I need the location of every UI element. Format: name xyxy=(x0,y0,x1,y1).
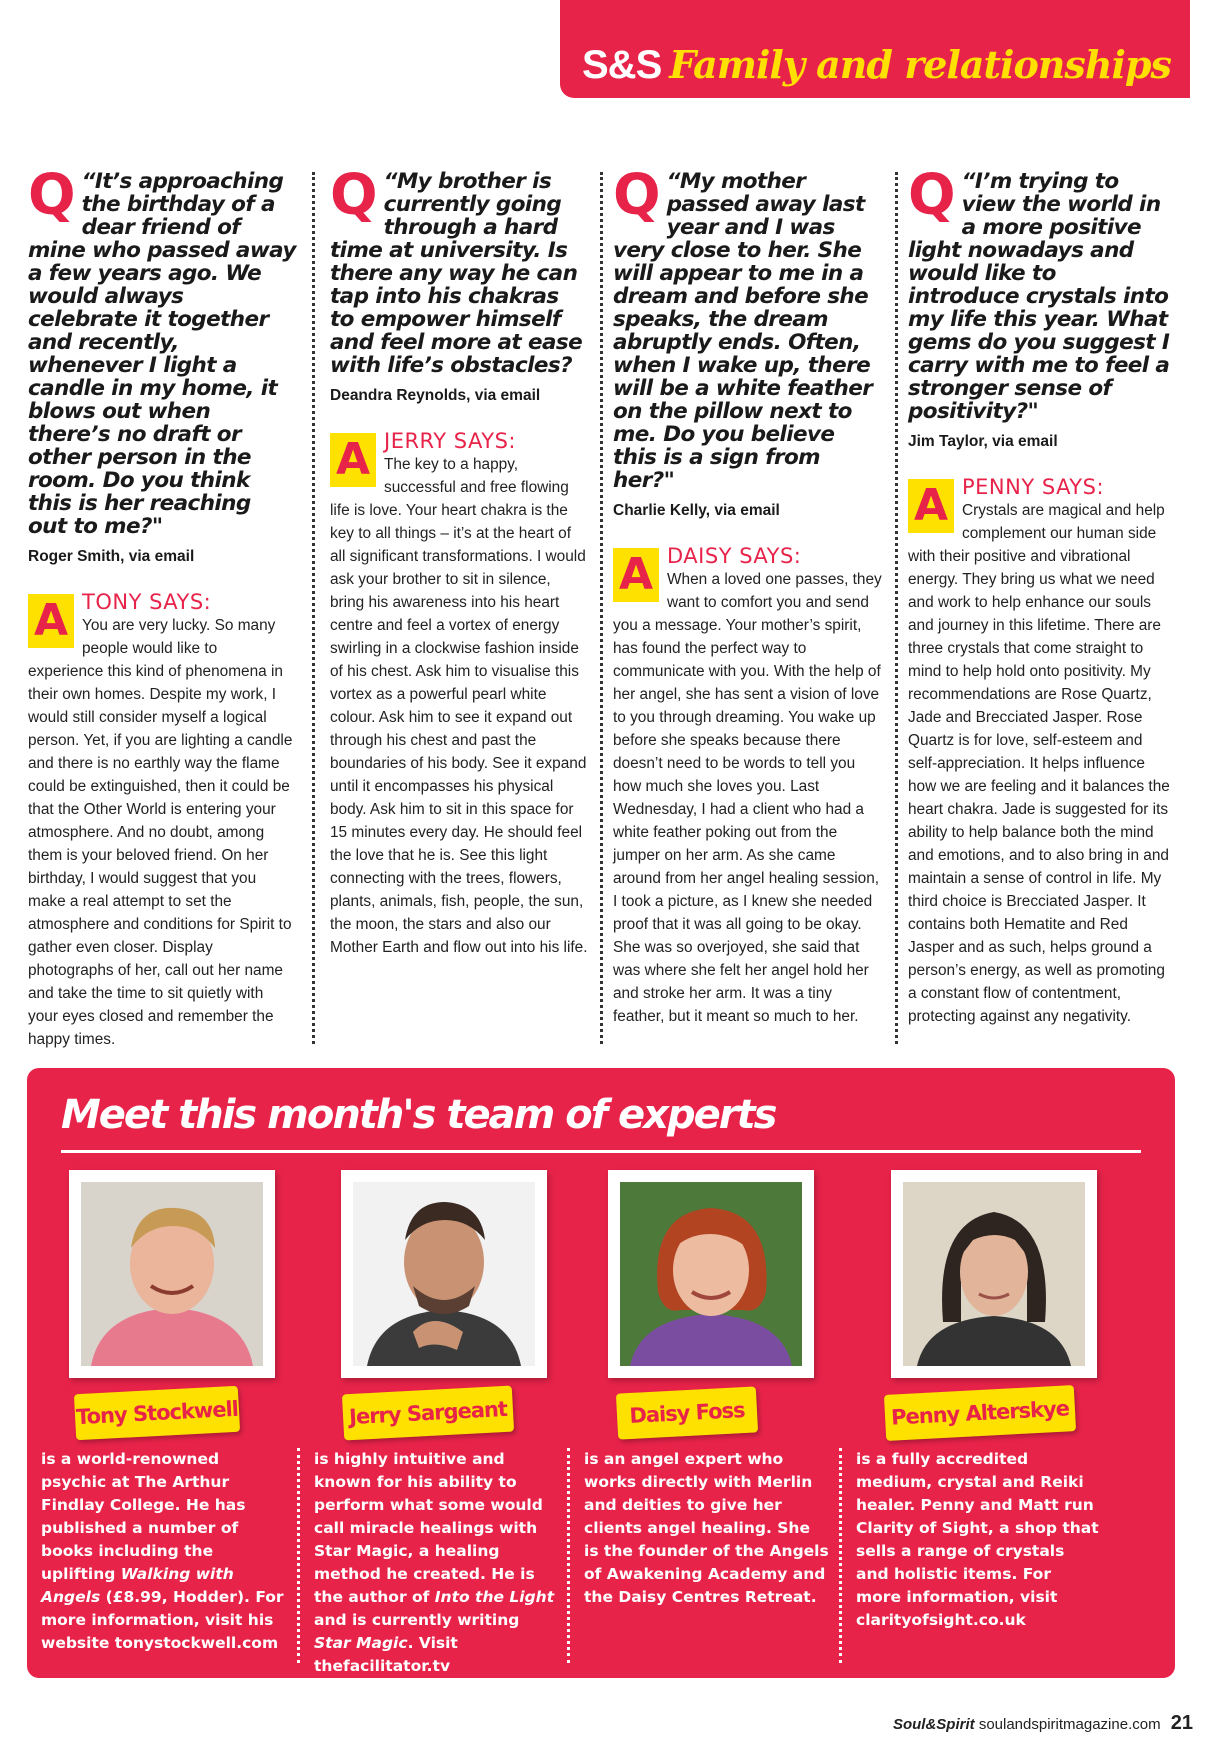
question-marker-icon: Q xyxy=(613,163,661,228)
answer-marker-icon: A xyxy=(28,594,74,648)
expert-bio: is a world-renowned psychic at The Arthur Findlay College. He has published a number of books including the uplifting Walking with Angels (£8.99, Hodder). For more information, visit his website tonystockwell.com xyxy=(41,1450,284,1652)
answer-marker-icon: A xyxy=(330,433,376,487)
answer-marker-icon: A xyxy=(908,479,954,533)
expert-name-tag: Tony Stockwell xyxy=(74,1386,240,1441)
expert-photo-penny xyxy=(891,1170,1097,1378)
answer-text: The key to a happy, successful and free flowing life is love. Your heart chakra is the key to all things – it’s at the heart of all significant transformations. I would ask your brother to sit in silence, bring his awareness into his heart centre and feel a vortex of energy swirling in a clockwise fashion inside of his chest. Ask him to visualise this vortex as a powerful pearl white colour. Ask him to see it expand out through his chest and past the boundaries of his body. See it expand until it encompasses his physical body. Ask him to sit in this space for 15 minutes every day. He should feel the love that he is. See this light connecting with the trees, flowers, plants, animals, fish, people, the sun, the moon, the stars and also our Mother Earth and flow out into his life. xyxy=(330,456,588,956)
answer-text: You are very lucky. So many people would like to experience this kind of phenomena in their own homes. Despite my work, I would still consider myself a logical person. Yet, if you are lighting a candle and there is no earthly way the flame could be extinguished, then it could be that the Other World is entering your atmosphere. And no doubt, among them is your beloved friend. On her birthday, I would suggest that you make a real attempt to set the atmosphere and conditions for Spirit to gather even closer. Display photographs of her, call out her name and take the time to sit quietly with your eyes closed and remember the happy times. xyxy=(28,617,293,1048)
expert-says-label: PENNY SAYS: xyxy=(962,475,1105,499)
magazine-logo: Soul&Spirit xyxy=(892,1716,975,1733)
page-number: 21 xyxy=(1170,1712,1193,1734)
question-sender: Charlie Kelly, via email xyxy=(613,502,780,519)
question-sender: Roger Smith, via email xyxy=(28,548,195,565)
question-text: “I’m trying to view the world in a more positive light nowadays and would like to introduce crystals into my life this year. What gems do you suggest I carry with me to feel a stronger sense of positivity?" xyxy=(908,169,1170,424)
expert-website-link[interactable]: clarityofsight.co.uk xyxy=(856,1611,1026,1629)
question-text: “It’s approaching the birthday of a dear friend of mine who passed away a few years ago. We would always celebrate it together and recently, whenever I light a candle in my home, it blows out when there’s no draft or other person in the room. Do you think this is her reaching out to me?" xyxy=(28,169,296,539)
column-divider xyxy=(895,172,898,1044)
page-footer xyxy=(893,1712,1193,1735)
expert-website-link[interactable]: tonystockwell.com xyxy=(114,1634,279,1652)
qa-column-penny xyxy=(908,163,1170,1050)
expert-bio: is highly intuitive and known for his ability to perform what some would call miracle healings with Star Magic, a healing method he created. He is the author of Into the Light and is currently writing Star Magic. Visit thefacilitator.tv xyxy=(297,1448,559,1663)
question-sender: Jim Taylor, via email xyxy=(908,433,1058,450)
section-header xyxy=(560,0,1190,98)
expert-bio: is an angel expert who works directly with Merlin and deities to give her clients angel healing. She is the founder of the Angels of Awakening Academy and the Daisy Centres Retreat. xyxy=(567,1448,829,1663)
magazine-url: soulandspiritmagazine.com xyxy=(978,1716,1161,1733)
expert-photo-jerry xyxy=(341,1170,547,1378)
column-divider xyxy=(312,172,315,1044)
question-marker-icon: Q xyxy=(908,163,956,228)
expert-website-link[interactable]: thefacilitator.tv xyxy=(314,1657,451,1675)
brand-logo: S&S xyxy=(582,43,662,87)
column-divider xyxy=(600,172,603,1044)
expert-says-label: JERRY SAYS: xyxy=(384,429,516,453)
qa-column-tony xyxy=(28,163,296,1050)
question-marker-icon: Q xyxy=(330,163,378,228)
expert-name-tag: Jerry Sargeant xyxy=(342,1386,514,1441)
expert-says-label: DAISY SAYS: xyxy=(667,544,802,568)
expert-photo-daisy xyxy=(608,1170,814,1378)
section-title: Family and relationships xyxy=(669,42,1171,87)
question-text: “My brother is currently going through a hard time at university. Is there any way he can tap into his chakras to empower himself and feel more at ease with life’s obstacles? xyxy=(330,169,583,378)
qa-column-jerry xyxy=(330,163,588,1050)
expert-bio: is a fully accredited medium, crystal and Reiki healer. Penny and Matt run Clarity of Sight, a shop that sells a range of crystals and holistic items. For more information, visit clarityofsight.co.uk xyxy=(839,1448,1101,1663)
expert-name-tag: Penny Alterskye xyxy=(884,1385,1076,1441)
question-text: “My mother passed away last year and I was very close to her. She will appear to me in a dream and before she speaks, the dream abruptly ends. Often, when I wake up, there will be a white feather on the pillow next to me. Do you believe this is a sign from her?" xyxy=(613,169,873,493)
qa-column-daisy xyxy=(613,163,883,1050)
team-of-experts-panel xyxy=(27,1068,1175,1678)
expert-name-tag: Daisy Foss xyxy=(616,1386,758,1439)
expert-photo-tony xyxy=(69,1170,275,1378)
expert-says-label: TONY SAYS: xyxy=(82,590,212,614)
question-sender: Deandra Reynolds, via email xyxy=(330,387,541,404)
answer-marker-icon: A xyxy=(613,548,659,602)
team-title-rule xyxy=(61,1150,1141,1153)
answer-text: When a loved one passes, they want to comfort you and send you a message. Your mother’s spirit, has found the perfect way to communicate with you. With the help of her angel, she has sent a vision of love to you through dreaming. You wake up before she speaks because there doesn’t need to be words to tell you how much she loves you. Last Wednesday, I had a client who had a white feather poking out from the jumper on her arm. As she came around from her angel healing session, I took a picture, as I knew she needed proof that it was all going to be okay. She was so overjoyed, she said that was where she felt her angel hold her and stroke her arm. It was a tiny feather, but it meant so much to her. xyxy=(613,571,882,1025)
answer-text: Crystals are magical and help complement our human side with their positive and vibrational energy. They bring us what we need and work to help enhance our souls and journey in this lifetime. There are three crystals that come straight to mind to help hold onto positivity. My recommendations are Rose Quartz, Jade and Brecciated Jasper. Rose Quartz is for love, self-esteem and self-appreciation. It helps influence how we are feeling and it balances the heart chakra. Jade is suggested for its ability to help balance both the mind and emotions, and to also bring in and maintain a sense of control in life. My third choice is Brecciated Jasper. It contains both Hematite and Red Jasper and as such, helps ground a person’s energy, as well as promoting a constant flow of contentment, protecting against any negativity. xyxy=(908,502,1170,1025)
team-title: Meet this month's team of experts xyxy=(61,1092,776,1138)
question-marker-icon: Q xyxy=(28,163,76,228)
